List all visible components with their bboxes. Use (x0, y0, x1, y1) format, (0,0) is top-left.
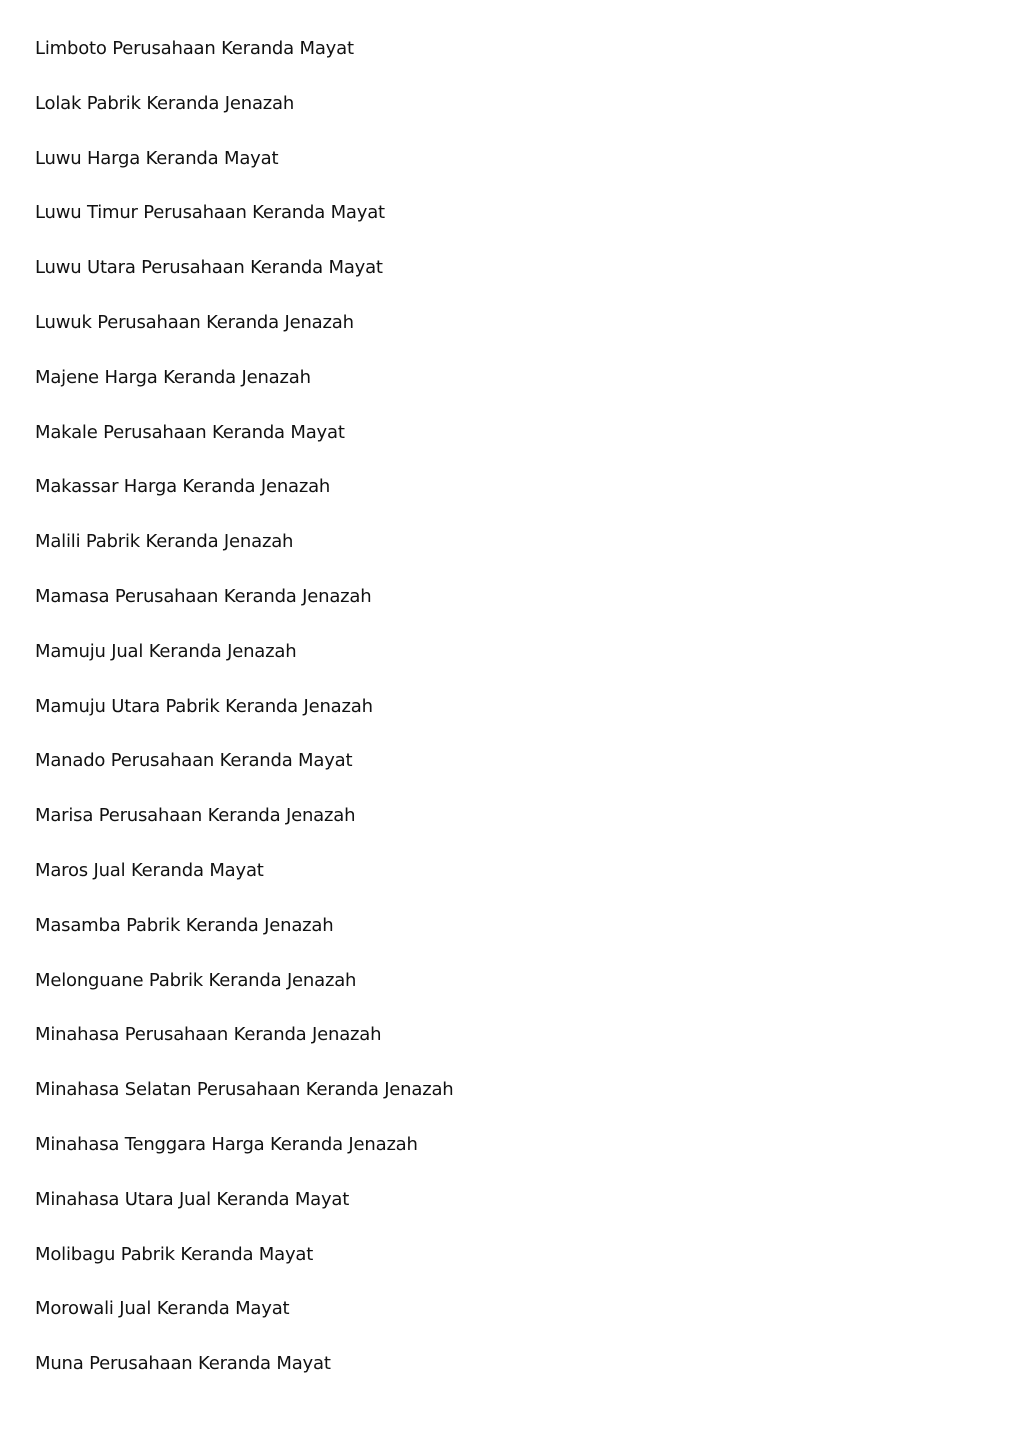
location-link-list (35, 36, 454, 1406)
list-item[interactable] (35, 584, 454, 639)
list-item[interactable] (35, 146, 454, 201)
list-item[interactable] (35, 968, 454, 1023)
list-item[interactable] (35, 1296, 454, 1351)
list-item[interactable] (35, 474, 454, 529)
list-item-label[interactable]: Lolak Pabrik Keranda Jenazah (35, 92, 295, 114)
list-item-label[interactable]: Manado Perusahaan Keranda Mayat (35, 750, 353, 772)
list-item-label[interactable]: Minahasa Perusahaan Keranda Jenazah (35, 1024, 382, 1046)
list-item-label[interactable]: Minahasa Selatan Perusahaan Keranda Jenazah (35, 1079, 454, 1101)
list-item[interactable] (35, 1242, 454, 1297)
list-item-label[interactable]: Makale Perusahaan Keranda Mayat (35, 421, 345, 443)
list-item[interactable] (35, 1187, 454, 1242)
list-item[interactable] (35, 1077, 454, 1132)
list-item-label[interactable]: Morowali Jual Keranda Mayat (35, 1298, 290, 1320)
list-item[interactable] (35, 365, 454, 420)
list-item-label[interactable]: Molibagu Pabrik Keranda Mayat (35, 1243, 314, 1265)
list-item-label[interactable]: Luwuk Perusahaan Keranda Jenazah (35, 311, 354, 333)
list-item-label[interactable]: Maros Jual Keranda Mayat (35, 859, 264, 881)
list-item-label[interactable]: Masamba Pabrik Keranda Jenazah (35, 914, 334, 936)
list-item-label[interactable]: Minahasa Utara Jual Keranda Mayat (35, 1188, 350, 1210)
list-item[interactable] (35, 803, 454, 858)
list-item[interactable] (35, 36, 454, 91)
list-item-label[interactable]: Minahasa Tenggara Harga Keranda Jenazah (35, 1133, 418, 1155)
list-item-label[interactable]: Majene Harga Keranda Jenazah (35, 366, 311, 388)
list-item[interactable] (35, 748, 454, 803)
list-item-label[interactable]: Luwu Timur Perusahaan Keranda Mayat (35, 202, 385, 224)
list-item[interactable] (35, 1022, 454, 1077)
list-item-label[interactable]: Luwu Utara Perusahaan Keranda Mayat (35, 257, 383, 279)
list-item-label[interactable]: Malili Pabrik Keranda Jenazah (35, 531, 294, 553)
list-item-label[interactable]: Makassar Harga Keranda Jenazah (35, 476, 331, 498)
list-item-label[interactable]: Mamasa Perusahaan Keranda Jenazah (35, 585, 372, 607)
list-item[interactable] (35, 255, 454, 310)
list-item[interactable] (35, 1351, 454, 1406)
list-item[interactable] (35, 91, 454, 146)
list-item[interactable] (35, 1132, 454, 1187)
list-item-label[interactable]: Mamuju Jual Keranda Jenazah (35, 640, 297, 662)
list-item[interactable] (35, 694, 454, 749)
list-item-label[interactable]: Luwu Harga Keranda Mayat (35, 147, 279, 169)
list-item[interactable] (35, 913, 454, 968)
list-item[interactable] (35, 310, 454, 365)
list-item[interactable] (35, 529, 454, 584)
list-item[interactable] (35, 639, 454, 694)
list-item-label[interactable]: Limboto Perusahaan Keranda Mayat (35, 38, 354, 59)
list-item[interactable] (35, 858, 454, 913)
list-item-label[interactable]: Melonguane Pabrik Keranda Jenazah (35, 969, 357, 991)
list-item-label[interactable]: Marisa Perusahaan Keranda Jenazah (35, 805, 356, 827)
list-item[interactable] (35, 200, 454, 255)
list-item-label[interactable]: Mamuju Utara Pabrik Keranda Jenazah (35, 695, 373, 717)
list-item-label[interactable]: Muna Perusahaan Keranda Mayat (35, 1353, 331, 1375)
list-item[interactable] (35, 420, 454, 475)
